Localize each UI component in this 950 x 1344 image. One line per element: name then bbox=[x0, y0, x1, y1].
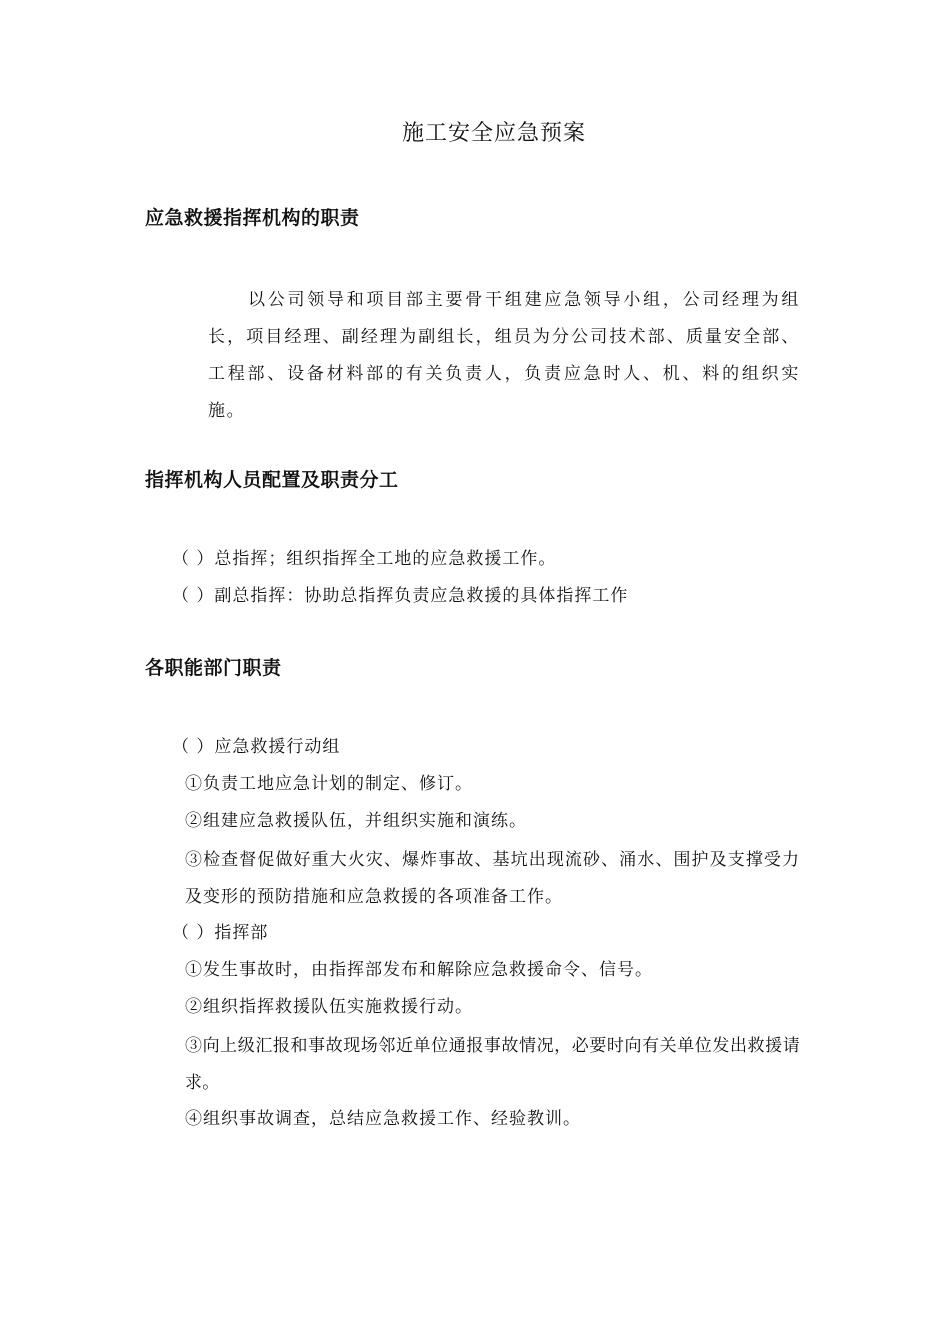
command-center-item-3: ③向上级汇报和事故现场邻近单位通报事故情况，必要时向有关单位发出救援请求。 bbox=[185, 1036, 800, 1093]
command-center-item-4: ④组织事故调查，总结应急救援工作、经验教训。 bbox=[185, 1109, 581, 1129]
section-heading-duties: 应急救援指挥机构的职责 bbox=[145, 207, 360, 229]
section-heading-departments: 各职能部门职责 bbox=[145, 657, 282, 679]
rescue-team-item-2: ②组建应急救援队伍，并组织实施和演练。 bbox=[185, 811, 527, 831]
staffing-item-commander: （ ）总指挥；组织指挥全工地的应急救援工作。 bbox=[172, 549, 557, 569]
document-title: 施工安全应急预案 bbox=[401, 121, 586, 146]
section-heading-staffing: 指挥机构人员配置及职责分工 bbox=[145, 469, 399, 491]
group-label-command-center: （ ）指挥部 bbox=[172, 923, 269, 943]
group-label-rescue-team: （ ）应急救援行动组 bbox=[172, 737, 341, 757]
rescue-team-item-3: ③检查督促做好重大火灾、爆炸事故、基坑出现流砂、涌水、围护及支撑受力及变形的预防措施和应急救援的各项准备工作。 bbox=[185, 850, 800, 907]
command-center-item-2: ②组织指挥救援队伍实施救援行动。 bbox=[185, 997, 473, 1017]
command-center-item-1: ①发生事故时，由指挥部发布和解除应急救援命令、信号。 bbox=[185, 960, 653, 980]
staffing-item-deputy-commander: （ ）副总指挥：协助总指挥负责应急救援的具体指挥工作 bbox=[172, 586, 629, 606]
rescue-team-item-1: ①负责工地应急计划的制定、修订。 bbox=[185, 774, 473, 794]
duties-paragraph: 以公司领导和项目部主要骨干组建应急领导小组，公司经理为组长，项目经理、副经理为副组长，组员为分公司技术部、质量安全部、工程部、设备材料部的有关负责人，负责应急时人、机、料的组织实施。 bbox=[208, 290, 800, 421]
